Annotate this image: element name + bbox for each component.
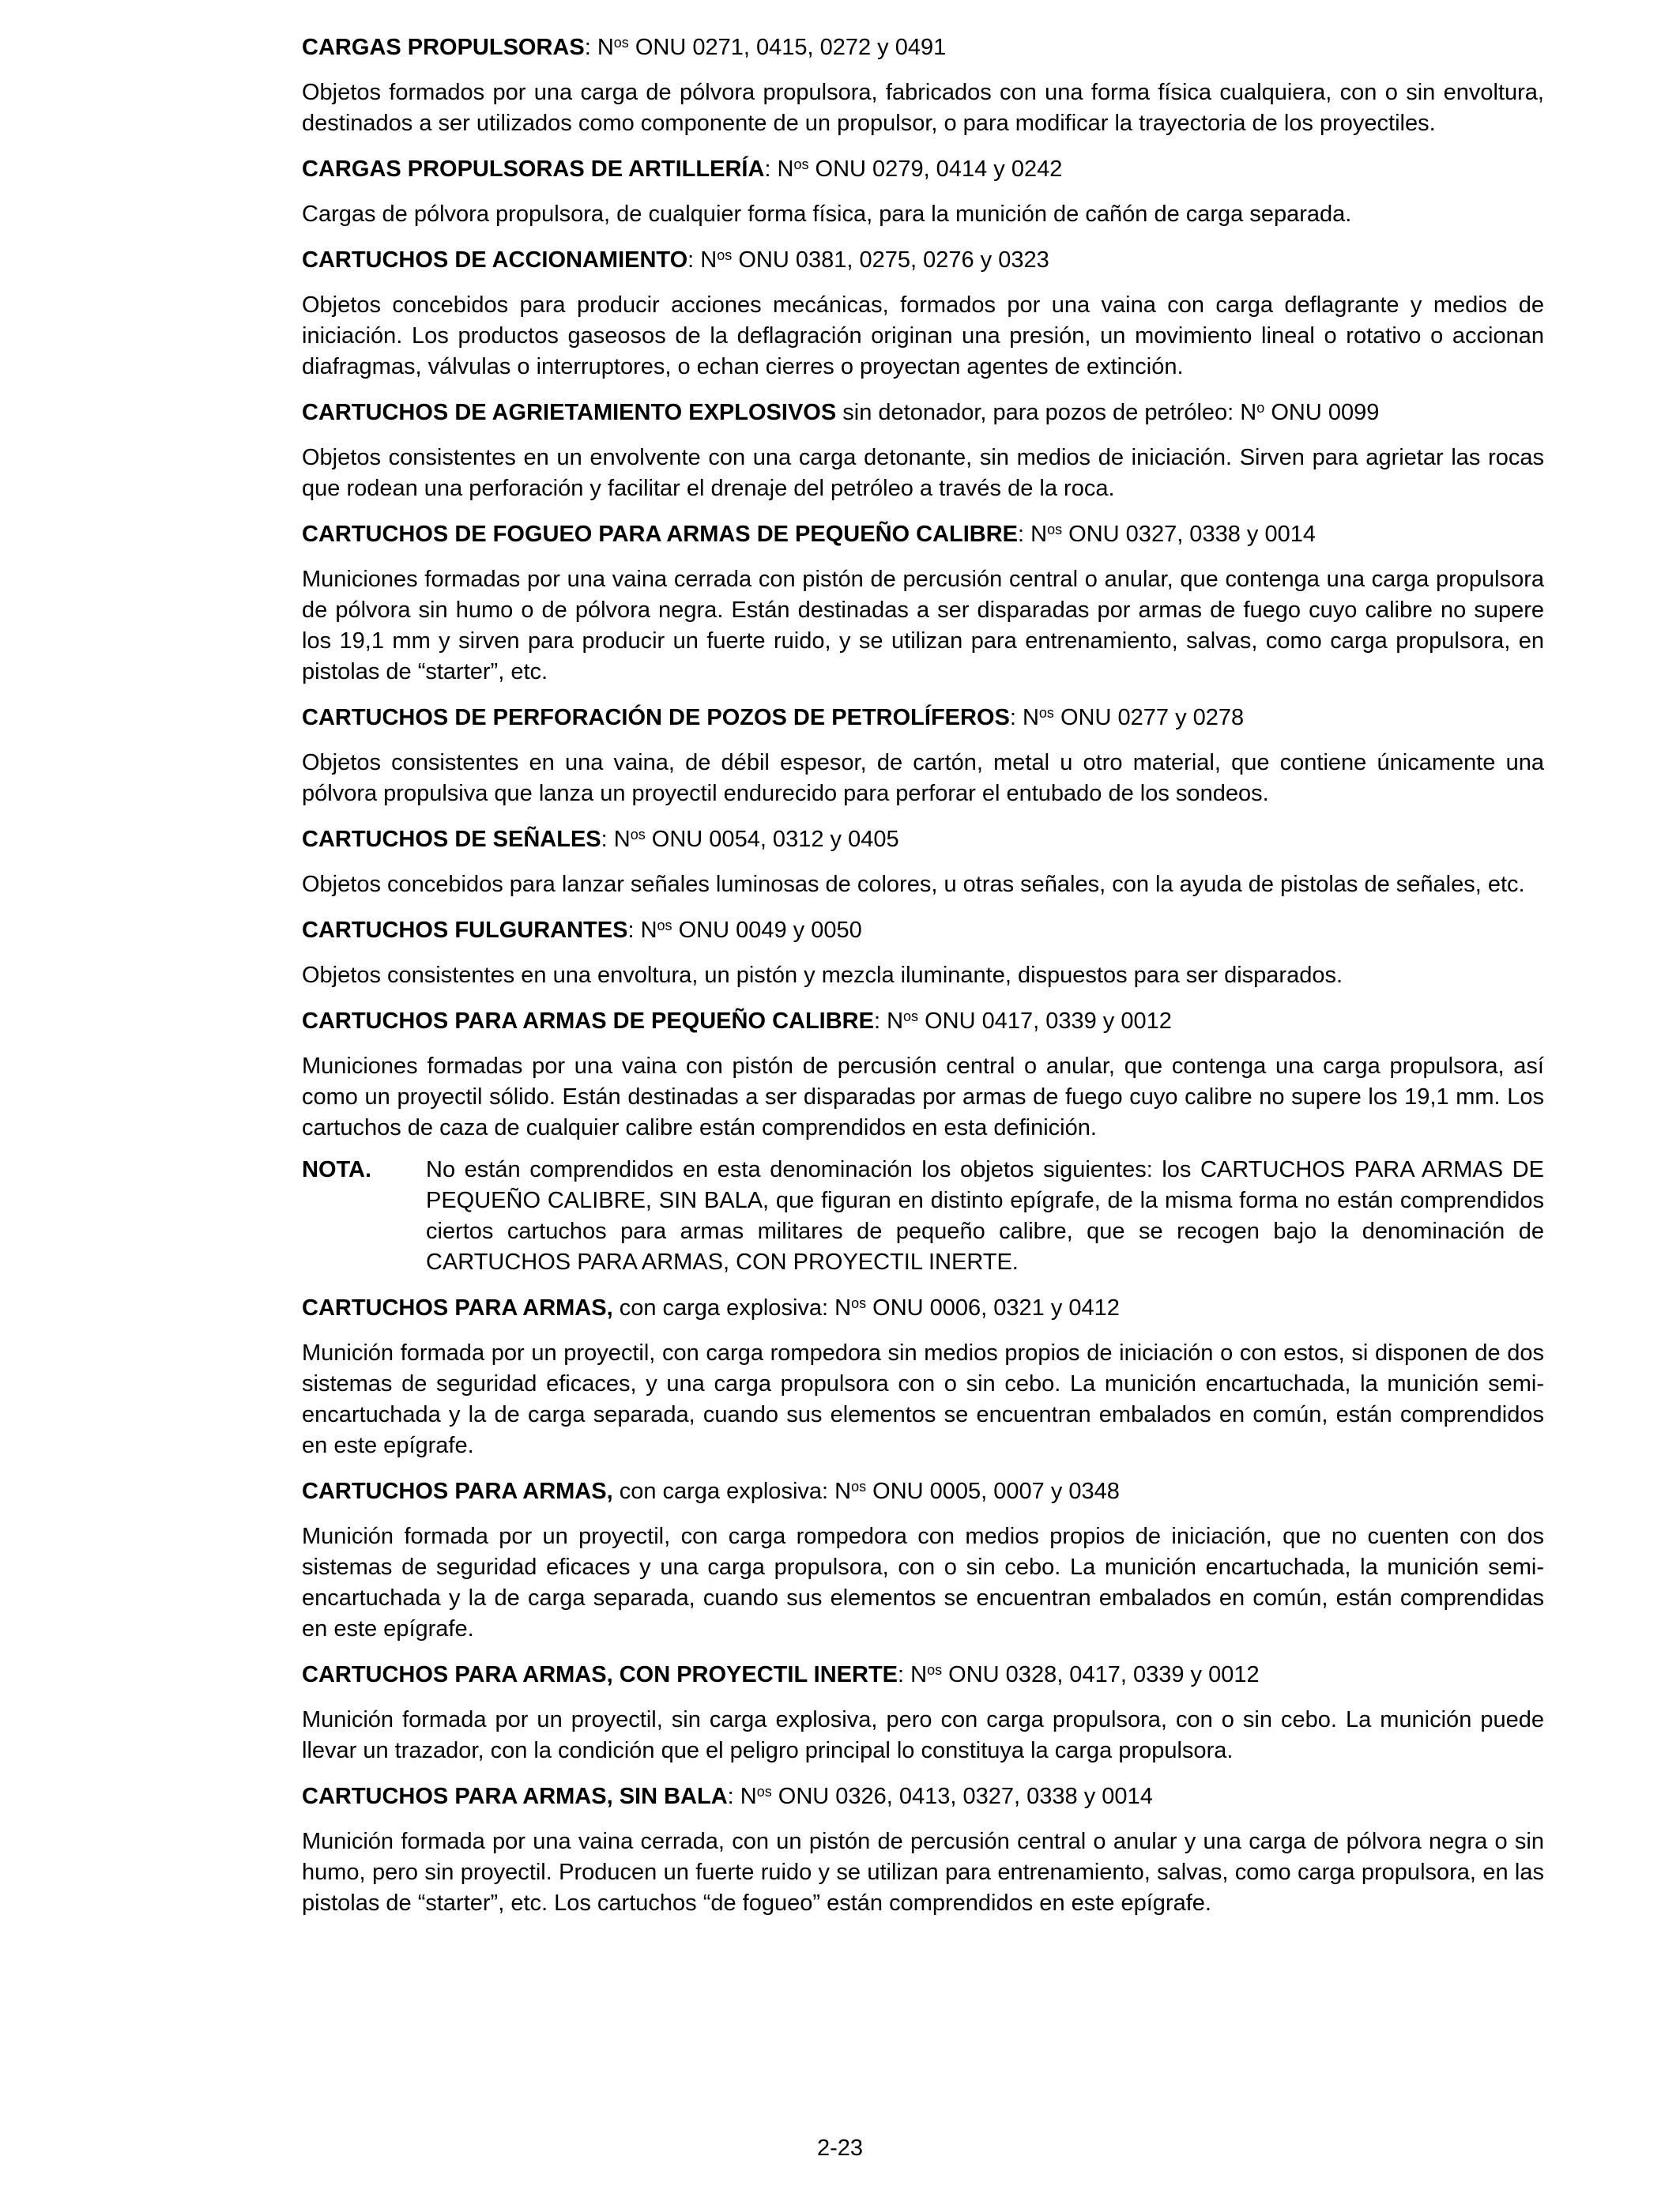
entry-title: CARTUCHOS DE PERFORACIÓN DE POZOS DE PETROLÍFEROS	[302, 705, 1010, 730]
un-numbers: ONU 0099	[1264, 400, 1380, 425]
entry-heading	[302, 914, 1544, 946]
entry	[302, 397, 1544, 504]
entry-description: Munición formada por una vaina cerrada, con un pistón de percusión central o anular y una carga de pólvora negra o sin humo, pero sin proyectil. Producen un fuerte ruido y se utilizan para entrenamiento, salvas, como carga propulsora, en las pistolas de “starter”, etc. Los cartuchos “de fogueo” están comprendidos en este epígrafe.	[302, 1829, 1544, 1916]
entry	[302, 1476, 1544, 1645]
un-number-superscript: os	[851, 1295, 867, 1311]
heading-colon: :	[1227, 400, 1241, 425]
heading-colon: :	[687, 247, 701, 273]
entry-title: CARTUCHOS DE ACCIONAMIENTO	[302, 247, 688, 273]
un-number-superscript: o	[1256, 400, 1265, 416]
entry-description: Munición formada por un proyectil, con carga rompedora con medios propios de iniciación, que no cuenten con dos sistemas de seguridad eficaces y una carga propulsora, con o sin cebo. La munición encartuchada, la munición semi-encartuchada y la de carga separada, cuando sus elementos se encuentran embalados en común, están comprendidas en este epígrafe.	[302, 1524, 1544, 1642]
un-numbers: ONU 0049 y 0050	[672, 918, 862, 943]
heading-colon: :	[898, 1662, 911, 1687]
un-numbers: ONU 0326, 0413, 0327, 0338 y 0014	[771, 1784, 1153, 1809]
un-number-prefix: N	[834, 1295, 852, 1321]
heading-colon: :	[822, 1479, 835, 1504]
entry-title: CARTUCHOS PARA ARMAS, SIN BALA	[302, 1784, 728, 1809]
entry-title: CARTUCHOS PARA ARMAS, CON PROYECTIL INERTE	[302, 1662, 898, 1687]
page-number: 2-23	[816, 2136, 864, 2161]
entry-description: Objetos consistentes en una envoltura, un pistón y mezcla iluminante, dispuestos para ser disparados.	[302, 963, 1343, 988]
entry-description: Objetos consistentes en una vaina, de débil espesor, de cartón, metal u otro material, que contiene únicamente una pólvora propulsiva que lanza un proyectil endurecido para perforar el entubado de los sondeos.	[302, 750, 1544, 806]
un-number-prefix: N	[910, 1662, 928, 1687]
entry-heading	[302, 32, 1544, 63]
entry-heading	[302, 153, 1544, 185]
document-page	[302, 32, 1544, 1933]
un-number-superscript: os	[1038, 705, 1054, 721]
entry	[302, 702, 1544, 809]
entry-heading	[302, 1005, 1544, 1037]
heading-colon: :	[627, 918, 641, 943]
un-number-superscript: os	[630, 827, 646, 843]
entry-heading	[302, 702, 1544, 733]
entry-title-suffix: con carga explosiva	[612, 1295, 823, 1321]
un-number-superscript: os	[851, 1479, 867, 1495]
entry-title: CARTUCHOS DE FOGUEO PARA ARMAS DE PEQUEÑO CALIBRE	[302, 522, 1019, 547]
un-number-superscript: os	[793, 156, 809, 172]
un-number-prefix: N	[597, 35, 614, 60]
heading-colon: :	[727, 1784, 740, 1809]
note-block	[302, 1155, 1544, 1278]
un-number-superscript: os	[903, 1008, 919, 1024]
heading-colon: :	[822, 1295, 835, 1321]
heading-colon: :	[764, 156, 778, 182]
heading-colon: :	[601, 827, 614, 852]
un-number-prefix: N	[740, 1784, 757, 1809]
entry-heading	[302, 1659, 1544, 1691]
entry	[302, 244, 1544, 383]
entry-title: CARTUCHOS FULGURANTES	[302, 918, 628, 943]
entry	[302, 518, 1544, 688]
entry-heading	[302, 1476, 1544, 1507]
entry-heading	[302, 1781, 1544, 1812]
un-number-superscript: os	[613, 35, 629, 51]
entry	[302, 32, 1544, 139]
un-numbers: ONU 0271, 0415, 0272 y 0491	[628, 35, 947, 60]
un-number-prefix: N	[1030, 522, 1048, 547]
entry-title: CARTUCHOS PARA ARMAS,	[302, 1295, 613, 1321]
entry-description: Municiones formadas por una vaina con pistón de percusión central o anular, que contenga una carga propulsora, así como un proyectil sólido. Están destinadas a ser disparadas por armas de fuego cuyo calibre no supere los 19,1 mm. Los cartuchos de caza de cualquier calibre están comprendidos en esta definición.	[302, 1054, 1544, 1140]
entry-title: CARGAS PROPULSORAS DE ARTILLERÍA	[302, 156, 765, 182]
entry	[302, 914, 1544, 991]
un-numbers: ONU 0328, 0417, 0339 y 0012	[942, 1662, 1260, 1687]
entry-title: CARTUCHOS PARA ARMAS DE PEQUEÑO CALIBRE	[302, 1008, 874, 1034]
un-number-prefix: N	[887, 1008, 904, 1034]
un-numbers: ONU 0054, 0312 y 0405	[645, 827, 899, 852]
entry-title-suffix: sin detonador, para pozos de petróleo	[836, 400, 1228, 425]
entry-description: Objetos consistentes en un envolvente con una carga detonante, sin medios de iniciación. Sirven para agrietar las rocas que rodean una perforación y facilitar el drenaje del petróleo a través de la roca.	[302, 445, 1544, 501]
entry-description: Municiones formadas por una vaina cerrada con pistón de percusión central o anular, que contenga una carga propulsora de pólvora sin humo o de pólvora negra. Están destinadas a ser disparadas por armas de fuego cuyo calibre no supere los 19,1 mm y sirven para producir un fuerte ruido, y se utilizan para entrenamiento, salvas, como carga propulsora, en pistolas de “starter”, etc.	[302, 567, 1544, 684]
un-numbers: ONU 0327, 0338 y 0014	[1062, 522, 1316, 547]
heading-colon: :	[584, 35, 597, 60]
un-number-prefix: N	[640, 918, 657, 943]
entry-title: CARTUCHOS DE SEÑALES	[302, 827, 601, 852]
un-number-prefix: N	[777, 156, 794, 182]
entry-heading	[302, 824, 1544, 855]
un-number-prefix: N	[613, 827, 631, 852]
entry-heading	[302, 397, 1544, 428]
un-number-superscript: os	[717, 247, 733, 263]
entry	[302, 1781, 1544, 1919]
un-number-superscript: os	[927, 1662, 943, 1678]
un-numbers: ONU 0417, 0339 y 0012	[918, 1008, 1172, 1034]
entry-description: Objetos concebidos para lanzar señales luminosas de colores, u otras señales, con la ayuda de pistolas de señales, etc.	[302, 872, 1525, 897]
note-text: No están comprendidos en esta denominación los objetos siguientes: los CARTUCHOS PARA ARMAS DE PEQUEÑO CALIBRE, SIN BALA, que figuran en distinto epígrafe, de la misma forma no están comprendidos ciertos cartuchos para armas militares de pequeño calibre, que se recogen bajo la denominación de CARTUCHOS PARA ARMAS, CON PROYECTIL INERTE.	[426, 1157, 1544, 1275]
entry	[302, 824, 1544, 900]
entry-title-suffix: con carga explosiva	[612, 1479, 823, 1504]
un-numbers: ONU 0381, 0275, 0276 y 0323	[732, 247, 1049, 273]
entry-heading	[302, 244, 1544, 276]
entry	[302, 153, 1544, 230]
un-numbers: ONU 0277 y 0278	[1053, 705, 1245, 730]
un-number-prefix: N	[834, 1479, 852, 1504]
un-numbers: ONU 0006, 0321 y 0412	[866, 1295, 1120, 1321]
entry-heading	[302, 1292, 1544, 1324]
entry-description: Objetos formados por una carga de pólvora propulsora, fabricados con una forma física cualquiera, con o sin envoltura, destinados a ser utilizados como componente de un propulsor, o para modificar la trayectoria de los proyectiles.	[302, 80, 1544, 136]
heading-colon: :	[1009, 705, 1023, 730]
heading-colon: :	[873, 1008, 887, 1034]
un-number-prefix: N	[700, 247, 718, 273]
entry-description: Objetos concebidos para producir acciones mecánicas, formados por una vaina con carga deflagrante y medios de iniciación. Los productos gaseosos de la deflagración originan una presión, un movimiento lineal o rotativo o accionan diafragmas, válvulas o interruptores, o echan cierres o proyectan agentes de extinción.	[302, 292, 1544, 379]
un-number-prefix: N	[1022, 705, 1039, 730]
entry-title: CARTUCHOS DE AGRIETAMIENTO EXPLOSIVOS	[302, 400, 837, 425]
entry	[302, 1292, 1544, 1461]
heading-colon: :	[1018, 522, 1031, 547]
un-number-superscript: os	[1047, 522, 1063, 537]
un-numbers: ONU 0279, 0414 y 0242	[808, 156, 1063, 182]
entry	[302, 1659, 1544, 1766]
entry-title: CARTUCHOS PARA ARMAS,	[302, 1479, 613, 1504]
un-number-prefix: N	[1240, 400, 1257, 425]
entry-description: Cargas de pólvora propulsora, de cualquier forma física, para la munición de cañón de carga separada.	[302, 202, 1352, 227]
entry-title: CARGAS PROPULSORAS	[302, 35, 585, 60]
entry-heading	[302, 518, 1544, 550]
un-number-superscript: os	[657, 918, 672, 933]
note-label: NOTA.	[302, 1157, 372, 1182]
un-numbers: ONU 0005, 0007 y 0348	[866, 1479, 1120, 1504]
entry-description: Munición formada por un proyectil, sin carga explosiva, pero con carga propulsora, con o sin cebo. La munición puede llevar un trazador, con la condición que el peligro principal lo constituya la carga propulsora.	[302, 1707, 1544, 1763]
entry	[302, 1005, 1544, 1278]
entry-description: Munición formada por un proyectil, con carga rompedora sin medios propios de iniciación o con estos, si disponen de dos sistemas de seguridad eficaces, y una carga propulsora con o sin cebo. La munición encartuchada, la munición semi-encartuchada y la de carga separada, cuando sus elementos se encuentran embalados en común, están comprendidos en este epígrafe.	[302, 1340, 1544, 1458]
un-number-superscript: os	[756, 1784, 772, 1800]
